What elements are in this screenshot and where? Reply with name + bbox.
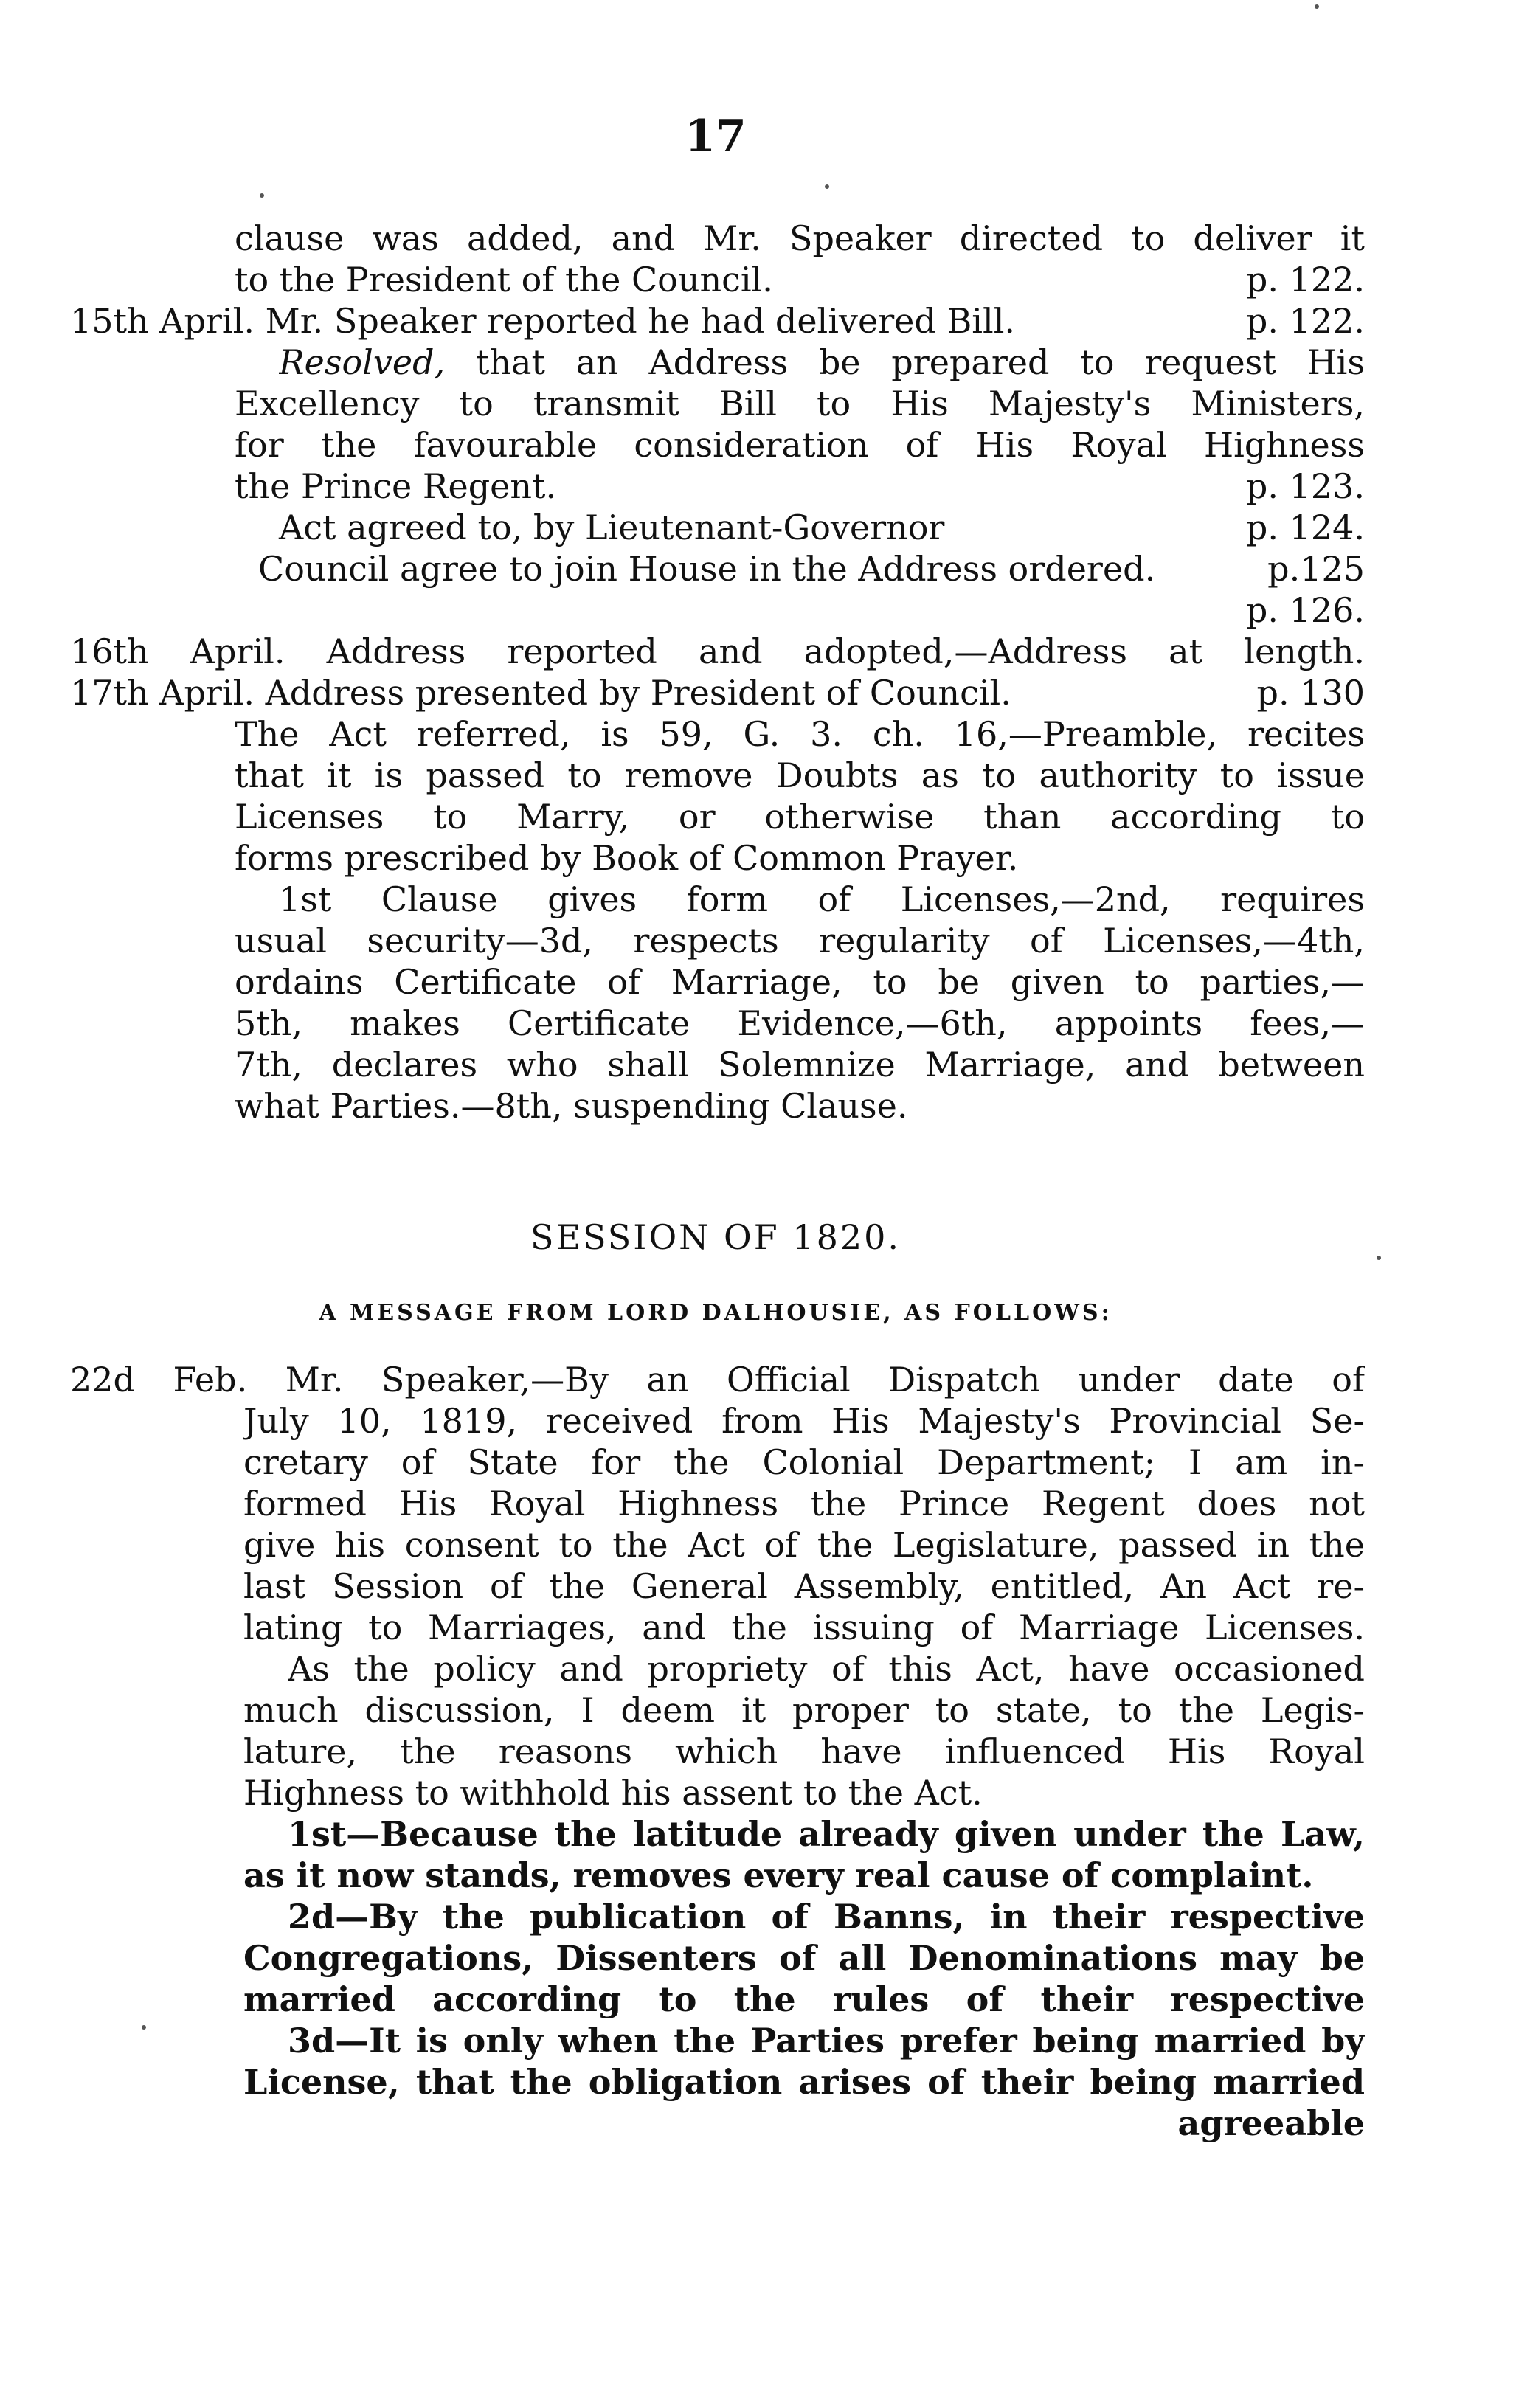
line-text: much discussion, I deem it proper to state, to the Legis-: [243, 1690, 1365, 1730]
line-text: 16th April. Address reported and adopted,—Address at length.: [70, 632, 1365, 671]
page-reference: p. 122.: [1245, 260, 1365, 300]
message-heading: A MESSAGE FROM LORD DALHOUSIE, AS FOLLOWS:: [319, 1300, 1112, 1326]
text-line: [279, 879, 1365, 920]
line-text: 2d—By the publication of Banns, in their respective: [288, 1897, 1365, 1937]
text-line: [235, 259, 773, 300]
line-text: 7th, declares who shall Solemnize Marriage, and between: [235, 1045, 1365, 1084]
text-line: [243, 1937, 1365, 1979]
line-text: lature, the reasons which have influenced His Royal: [243, 1731, 1365, 1771]
text-line: [235, 1085, 908, 1127]
line-text: the Prince Regent.: [235, 466, 557, 506]
text-line: [243, 1607, 1365, 1648]
text-line: [235, 424, 1365, 466]
text-line: [235, 1003, 1365, 1044]
text-line: [70, 672, 1011, 713]
line-text: 1st—Because the latitude already given under the Law,: [288, 1814, 1365, 1854]
line-text: lating to Marriages, and the issuing of Marriage Licenses.: [243, 1608, 1365, 1647]
line-text: usual security—3d, respects regularity of Licenses,—4th,: [235, 921, 1365, 961]
text-line: [235, 920, 1365, 961]
text-line: [288, 1648, 1365, 1689]
text-line: [70, 1359, 1365, 1400]
text-line: [235, 796, 1365, 837]
line-text: The Act referred, is 59, G. 3. ch. 16,—Preamble, recites: [235, 714, 1365, 754]
text-line: [235, 383, 1365, 424]
session-heading: SESSION OF 1820.: [530, 1217, 901, 1257]
text-line: [235, 837, 1018, 879]
line-text: License, that the obligation arises of their being married: [243, 2062, 1365, 2102]
line-text: what Parties.—8th, suspending Clause.: [235, 1086, 908, 1126]
line-text: cretary of State for the Colonial Department; I am in-: [243, 1442, 1365, 1482]
text-line: [288, 2020, 1365, 2061]
line-text: last Session of the General Assembly, entitled, An Act re-: [243, 1566, 1365, 1606]
text-line: [243, 1565, 1365, 1607]
text-line: [243, 1855, 1313, 1896]
page-reference: p. 130: [1256, 673, 1365, 713]
line-text: that it is passed to remove Doubts as to authority to issue: [235, 755, 1365, 795]
line-text: give his consent to the Act of the Legislature, passed in the: [243, 1525, 1365, 1565]
print-speck: [1315, 4, 1319, 9]
line-text: 5th, makes Certificate Evidence,—6th, appoints fees,—: [235, 1003, 1365, 1043]
line-text: Highness to withhold his assent to the Act.: [243, 1773, 983, 1813]
page-reference: p. 124.: [1245, 508, 1365, 547]
text-line: [243, 1483, 1365, 1524]
line-text: July 10, 1819, received from His Majesty's Provincial Se-: [243, 1401, 1365, 1441]
line-text: Act agreed to, by Lieutenant-Governor: [279, 508, 945, 547]
text-line: [243, 1689, 1365, 1731]
line-text: 17th April. Address presented by President of Council.: [70, 673, 1011, 713]
line-text: to the President of the Council.: [235, 260, 773, 300]
text-line: [279, 342, 1365, 383]
line-text: as it now stands, removes every real cause of complaint.: [243, 1855, 1314, 1895]
line-text: 1st Clause gives form of Licenses,—2nd, requires: [279, 879, 1365, 919]
text-line: [70, 631, 1365, 672]
text-line: [243, 1772, 983, 1813]
text-line: [235, 466, 556, 507]
page-reference: p.125: [1267, 549, 1365, 589]
page-reference: p. 126.: [1245, 590, 1365, 630]
text-line: [235, 218, 1365, 259]
line-text: clause was added, and Mr. Speaker directed to deliver it: [235, 218, 1365, 258]
line-text: 15th April. Mr. Speaker reported he had delivered Bill.: [70, 301, 1016, 341]
text-line: [235, 755, 1365, 796]
line-text: Congregations, Dissenters of all Denominations may be: [243, 1938, 1365, 1978]
italic-word: Resolved,: [279, 342, 446, 382]
line-text: As the policy and propriety of this Act, have occasioned: [288, 1649, 1365, 1689]
text-line: [235, 713, 1365, 755]
text-line: [288, 1896, 1365, 1937]
text-line: [243, 1979, 1365, 2020]
line-text: 3d—It is only when the Parties prefer being married by: [288, 2021, 1365, 2061]
line-text: Licenses to Marry, or otherwise than according to: [235, 797, 1365, 837]
page-reference: p. 122.: [1245, 301, 1365, 341]
text-line: [243, 1524, 1365, 1565]
text-line: [243, 1442, 1365, 1483]
line-text: for the favourable consideration of His Royal Highness: [235, 425, 1365, 465]
print-speck: [260, 193, 264, 198]
catchword: agreeable: [1177, 2103, 1365, 2143]
print-speck: [1377, 1256, 1381, 1260]
line-text: 22d Feb. Mr. Speaker,—By an Official Dispatch under date of: [70, 1360, 1365, 1400]
line-text: Council agree to join House in the Address ordered.: [258, 549, 1156, 589]
text-line: [243, 1400, 1365, 1442]
text-line: [279, 507, 944, 548]
print-speck: [825, 184, 829, 189]
text-line: [70, 300, 1015, 342]
line-text: formed His Royal Highness the Prince Regent does not: [243, 1484, 1365, 1523]
page-reference: p. 123.: [1245, 466, 1365, 506]
text-line: [235, 1044, 1365, 1085]
text-line: [288, 1813, 1365, 1855]
page-number: 17: [685, 111, 747, 162]
line-text: forms prescribed by Book of Common Prayer.: [235, 838, 1019, 878]
text-line: [235, 961, 1365, 1003]
text-line: [243, 1731, 1365, 1772]
text-line: [243, 2061, 1365, 2103]
line-text: that an Address be prepared to request His: [445, 342, 1365, 382]
text-line: [258, 548, 1155, 589]
line-text: ordains Certificate of Marriage, to be given to parties,—: [235, 962, 1365, 1002]
line-text: Excellency to transmit Bill to His Majesty's Ministers,: [235, 384, 1365, 423]
line-text: married according to the rules of their respective: [243, 1979, 1365, 2019]
print-speck: [142, 2025, 146, 2030]
